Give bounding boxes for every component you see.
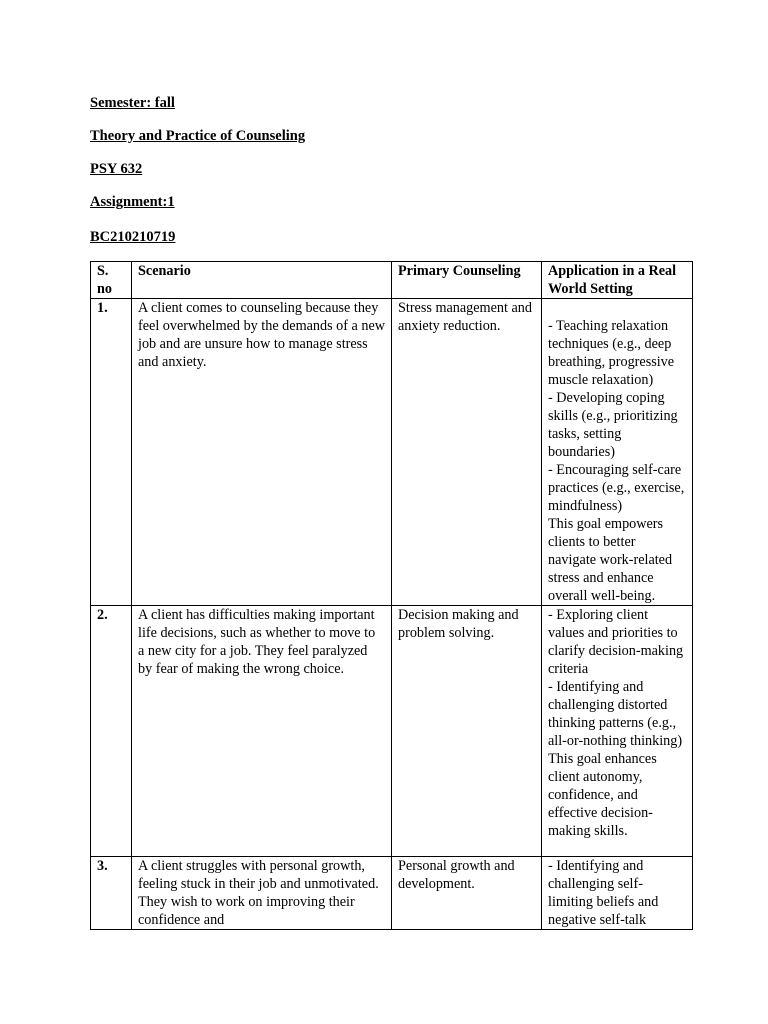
row-number: 3.	[91, 857, 132, 930]
student-id-heading: BC210210719	[90, 229, 176, 245]
application-cell	[542, 299, 693, 606]
course-title-heading: Theory and Practice of Counseling	[90, 128, 306, 144]
goal-cell: Personal growth and development.	[392, 857, 542, 930]
scenario-text: A client struggles with personal growth, feeling stuck in their job and unmotivated. They wish to work on improving their confidence and	[138, 858, 379, 928]
header-application: Application in a Real World Setting	[542, 262, 693, 299]
scenario-cell: A client has difficulties making important life decisions, such as whether to move to a new city for a job. They feel paralyzed by fear of making the wrong choice.	[132, 606, 392, 857]
goal-cell: Stress management and anxiety reduction.	[392, 299, 542, 606]
scenario-cell	[132, 857, 392, 930]
table-row	[91, 606, 693, 857]
counseling-table	[90, 261, 693, 930]
header-scenario: Scenario	[132, 262, 392, 299]
scenario-cell: A client comes to counseling because they feel overwhelmed by the demands of a new job and are unsure how to manage stress and anxiety.	[132, 299, 392, 606]
header-sno: S. no	[91, 262, 132, 299]
semester-heading: Semester: fall	[90, 95, 175, 111]
application-cell	[542, 857, 693, 930]
application-line: - Identifying and challenging self-limiting beliefs and negative self-talk	[548, 858, 659, 928]
row-number: 1.	[91, 299, 132, 606]
application-cell	[542, 606, 693, 857]
header-primary-counseling: Primary Counseling	[392, 262, 542, 299]
application-line: - Identifying and challenging distorted thinking patterns (e.g., all-or-nothing thinking)	[548, 679, 683, 749]
table-row	[91, 857, 693, 930]
application-line: This goal empowers clients to better navigate work-related stress and enhance overall well-being.	[548, 516, 673, 604]
course-code-heading: PSY 632	[90, 161, 143, 177]
application-line: This goal enhances client autonomy, confidence, and effective decision-making skills.	[548, 751, 657, 839]
row-number: 2.	[91, 606, 132, 857]
goal-cell: Decision making and problem solving.	[392, 606, 542, 857]
assignment-heading: Assignment:1	[90, 194, 175, 210]
application-line: - Encouraging self-care practices (e.g., exercise, mindfulness)	[548, 462, 685, 514]
table-row	[91, 299, 693, 606]
application-line: - Teaching relaxation techniques (e.g., deep breathing, progressive muscle relaxation)	[548, 318, 675, 388]
application-line: - Developing coping skills (e.g., prioritizing tasks, setting boundaries)	[548, 390, 678, 460]
application-line: - Exploring client values and priorities to clarify decision-making criteria	[548, 607, 684, 677]
table-header-row	[91, 262, 693, 299]
